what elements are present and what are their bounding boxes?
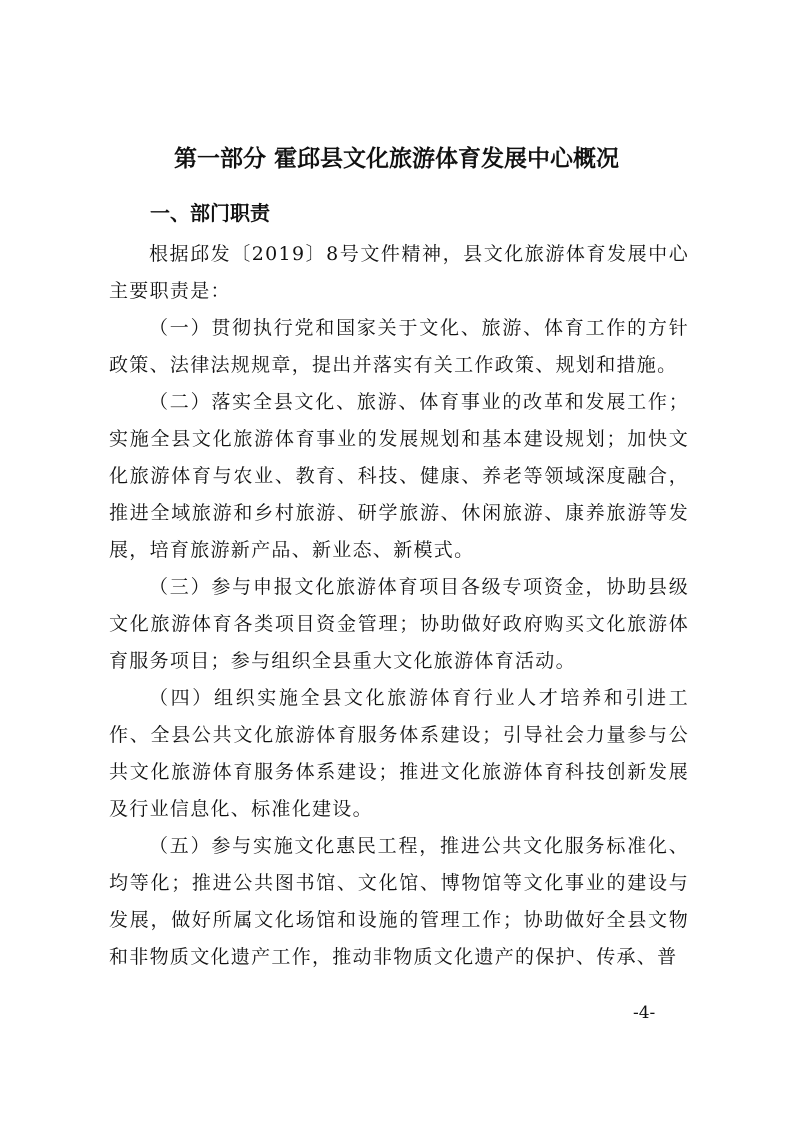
section-heading: 一、部门职责 — [150, 201, 270, 225]
body-paragraph-duty-1: （一）贯彻执行党和国家关于文化、旅游、体育工作的方针政策、法律法规规章，提出并落实有关工作政策、规划和措施。 — [109, 317, 689, 376]
body-paragraph-duty-4: （四）组织实施全县文化旅游体育行业人才培养和引进工作、全县公共文化旅游体育服务体系建设；引导社会力量参与公共文化旅游体育服务体系建设；推进文化旅游体育科技创新发展及行业信息化、标准化建设。 — [109, 687, 689, 820]
body-paragraph-duty-5: （五）参与实施文化惠民工程，推进公共文化服务标准化、均等化；推进公共图书馆、文化馆、博物馆等文化事业的建设与发展，做好所属文化场馆和设施的管理工作；协助做好全县文物和非物质文化遗产工作，推动非物质文化遗产的保护、传承、普 — [109, 835, 689, 968]
body-paragraph-duty-2: （二）落实全县文化、旅游、体育事业的改革和发展工作；实施全县文化旅游体育事业的发展规划和基本建设规划；加快文化旅游体育与农业、教育、科技、健康、养老等领域深度融合，推进全域旅游和乡村旅游、研学旅游、休闲旅游、康养旅游等发展，培育旅游新产品、新业态、新模式。 — [109, 391, 689, 561]
body-paragraph-intro: 根据邱发〔2019〕8号文件精神，县文化旅游体育发展中心主要职责是： — [109, 243, 689, 302]
page-number: -4- — [633, 1003, 656, 1023]
body-paragraph-duty-3: （三）参与申报文化旅游体育项目各级专项资金，协助县级文化旅游体育各类项目资金管理；协助做好政府购买文化旅游体育服务项目；参与组织全县重大文化旅游体育活动。 — [109, 576, 689, 672]
page-title: 第一部分 霍邱县文化旅游体育发展中心概况 — [173, 146, 619, 172]
